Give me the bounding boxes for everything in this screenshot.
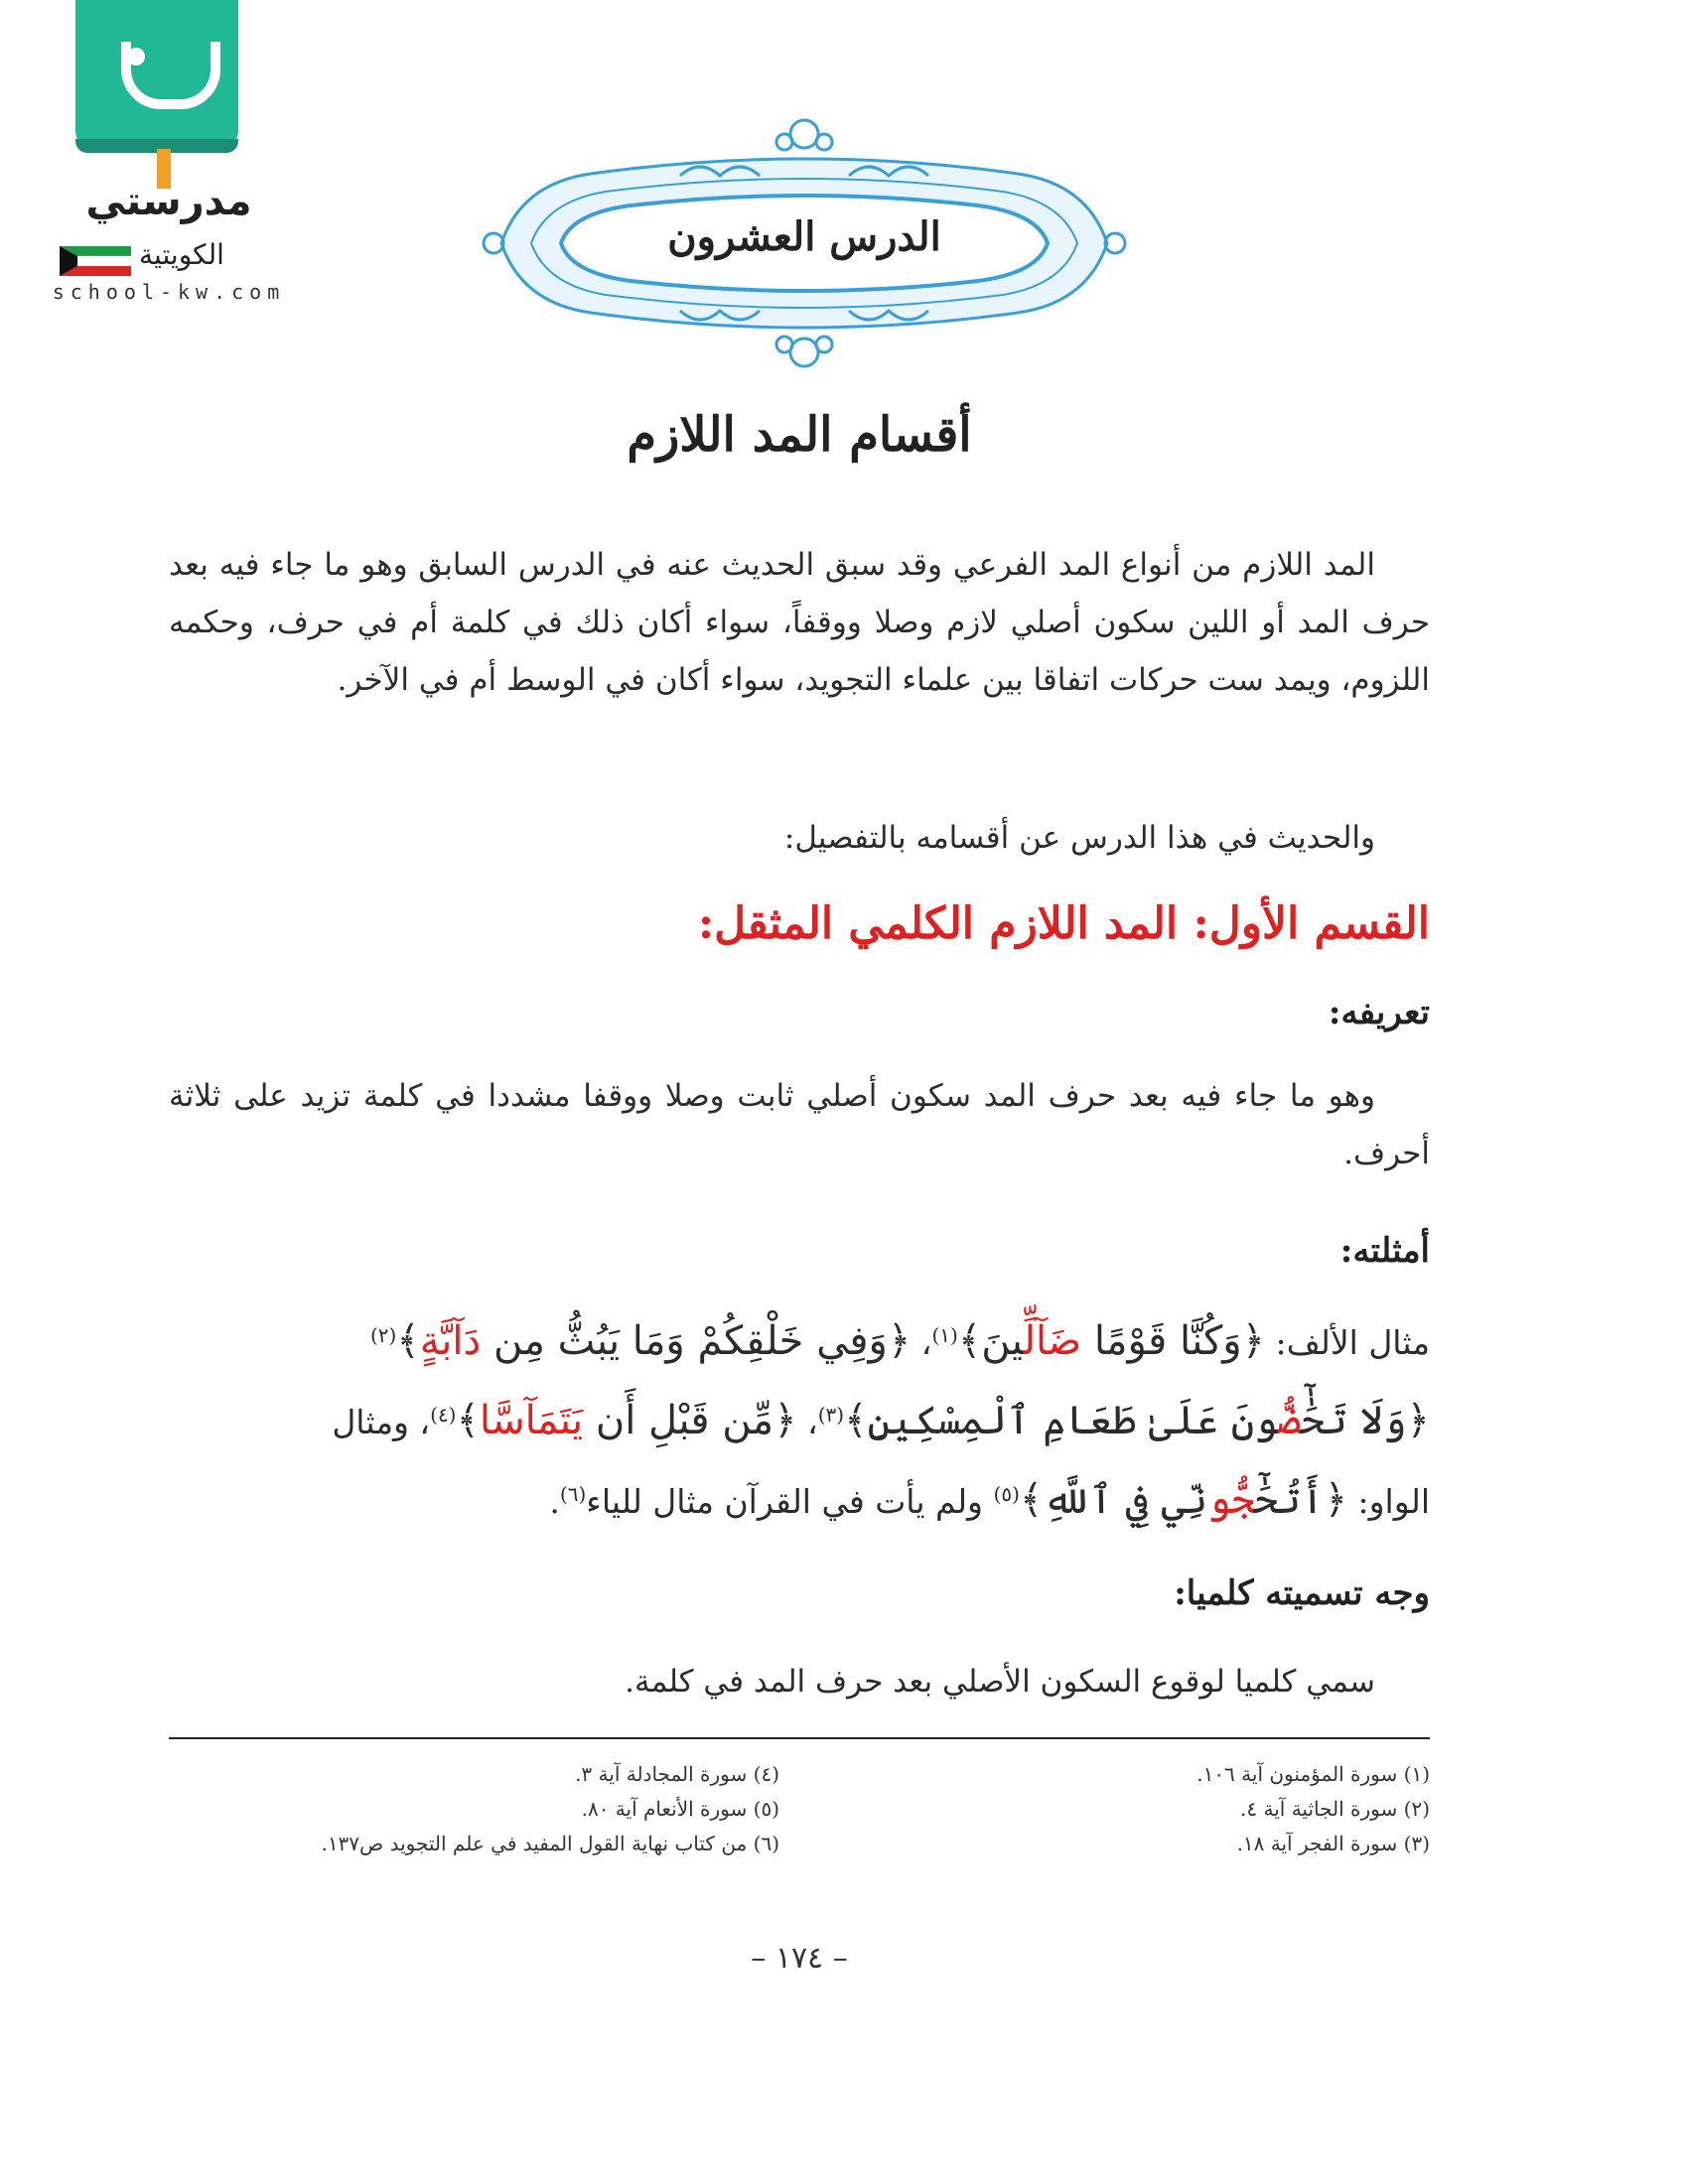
quran-verse-5: ﴿أَتُحَٰٓجُّونِّي فِي ٱللَّهِ﴾ (1019, 1477, 1347, 1523)
lesson-title-frame (482, 114, 1127, 372)
intro-paragraph: المد اللازم من أنواع المد الفرعي وقد سبق الحديث عنه في الدرس السابق وهو ما جاء فيه بعد حرف المد أو اللين سكون أصلي لازم وصلا ووقفاً، سواء أكان ذلك في كلمة أم في حرف، وحكمه اللزوم، ويمد ست حركات اتفاقا بين علماء التجويد، سواء أكان في الوسط أم في الآخر. (169, 547, 1430, 698)
naming-section (169, 1653, 1430, 1710)
logo-subtitle: الكويتية (139, 238, 224, 271)
quran-verse-1: ﴿وَكُنَّا قَوْمًا ضَآلِّينَ﴾ (957, 1318, 1266, 1364)
footnote-ref-6: (٦) (559, 1482, 587, 1506)
quran-verse-2: ﴿وَفِي خَلْقِكُمْ وَمَا يَبُثُّ مِن دَآبَّةٍ﴾ (396, 1318, 912, 1364)
example-alif-label: مثال الألف: (1275, 1323, 1430, 1362)
footnote-1: (١) سورة المؤمنون آية ١٠٦. (1196, 1762, 1430, 1786)
footnote-ref-4: (٤) (430, 1403, 457, 1427)
footnote-4: (٤) سورة المجادلة آية ٣. (575, 1762, 779, 1786)
example-waw-label: الواو: (1357, 1482, 1430, 1521)
site-logo (20, 0, 298, 308)
footnote-6: (٦) من كتاب نهاية القول المفيد في علم التجويد ص١٣٧. (321, 1832, 779, 1855)
kuwait-flag-icon (60, 246, 131, 276)
section1-heading: القسم الأول: المد اللازم الكلمي المثقل: (697, 898, 1430, 949)
footnote-divider (169, 1737, 1430, 1739)
example-line-3: الواو: ﴿أَتُحَٰٓجُّونِّي فِي ٱللَّهِ﴾$^{(٥)}$ ولم يأت في القرآن مثال للياء$^{(٦)}$. (549, 1477, 1430, 1523)
footnote-2: (٢) سورة الجاثية آية ٤. (1240, 1797, 1430, 1821)
intro-section (169, 536, 1430, 709)
footnote-5: (٥) سورة الأنعام آية ٨٠. (581, 1797, 779, 1821)
footnote-ref-3: (٣) (817, 1403, 845, 1427)
page-title: أقسام المد اللازم (627, 407, 972, 463)
definition-text: وهو ما جاء فيه بعد حرف المد سكون أصلي ثابت وصلا ووقفا مشددا في كلمة تزيد على ثلاثة أحرف. (169, 1078, 1430, 1171)
lesson-title: الدرس العشرون (667, 213, 941, 260)
intro-detail (169, 809, 1430, 867)
footnote-ref-1: (١) (931, 1323, 958, 1347)
example-waw-intro: ومثال (332, 1403, 409, 1441)
footnote-3: (٣) سورة الفجر آية ١٨. (1236, 1832, 1430, 1855)
examples-label: أمثلته: (1339, 1231, 1430, 1271)
footnote-ref-2: (٢) (369, 1323, 397, 1347)
page-number: – ١٧٤ – (751, 1941, 848, 1976)
naming-text: سمي كلميا لوقوع السكون الأصلي بعد حرف المد في كلمة. (625, 1664, 1375, 1700)
quran-verse-4: ﴿مِّن قَبْلِ أَن يَتَمَآسَّا﴾ (456, 1398, 797, 1443)
logo-smile (121, 42, 220, 109)
footnote-ref-5: (٥) (993, 1482, 1020, 1506)
example-line-2: ﴿وَلَا تَحَٰٰٓضُّونَ عَلَىٰ طَعَامِ ٱلْمِسْكِينِ﴾$^{(٣)}$، ﴿مِّن قَبْلِ أَن يَتَمَآسَّا﴾$^{(٤)}$، ومثال (332, 1398, 1430, 1443)
definition-label: تعريفه: (1328, 993, 1430, 1032)
definition-section (169, 1067, 1430, 1182)
naming-label: وجه تسميته كلميا: (1174, 1573, 1430, 1613)
logo-title: مدرستي (85, 179, 252, 224)
example-line-1: مثال الألف: ﴿وَكُنَّا قَوْمًا ضَآلِّينَ﴾$^{(١)}$، ﴿وَفِي خَلْقِكُمْ وَمَا يَبُثُّ مِن دَآبَّةٍ﴾$^{(٢)}$ (369, 1318, 1430, 1364)
logo-url: school-kw.com (52, 280, 286, 304)
quran-verse-3: ﴿وَلَا تَحَٰٰٓضُّونَ عَلَىٰ طَعَامِ ٱلْمِسْكِينِ﴾ (844, 1398, 1430, 1443)
intro-detail-line: والحديث في هذا الدرس عن أقسامه بالتفصيل: (783, 820, 1375, 856)
example-ya-note: ولم يأت في القرآن مثال للياء (586, 1482, 983, 1521)
